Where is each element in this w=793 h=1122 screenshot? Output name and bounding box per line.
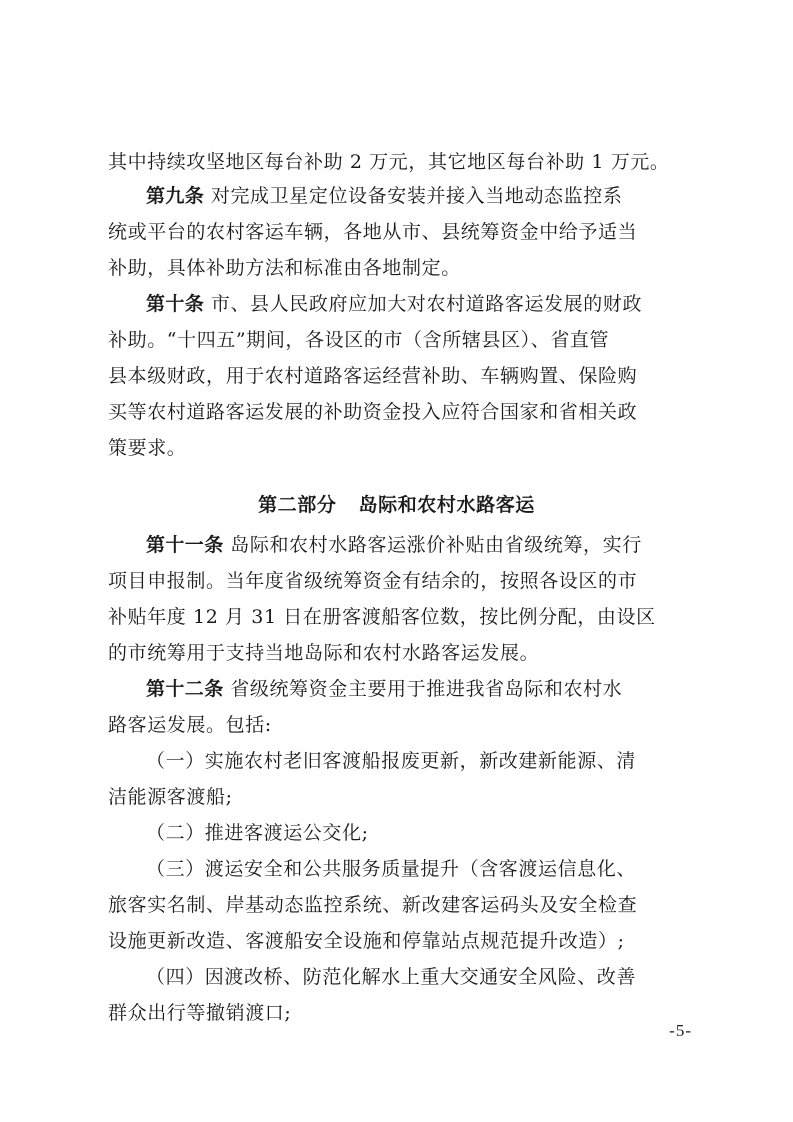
article-11-label: 第十一条 [146, 534, 224, 556]
line-text: 统或平台的农村客运车辆，各地从市、县统筹资金中给予适当 [108, 221, 638, 243]
paragraph-line [108, 1000, 694, 1026]
line-text: 岛际和农村水路客运涨价补贴由省级统筹，实行 [223, 534, 642, 556]
line-text: 补助，具体补助方法和标准由各地制定。 [108, 257, 461, 279]
list-item-2-line [146, 820, 694, 846]
article-12-label: 第十二条 [146, 678, 224, 700]
line-text: 补助。“十四五”期间，各设区的市（含所辖县区）、省直管 [108, 329, 610, 351]
article-9-label: 第九条 [146, 185, 205, 207]
line-text: 县本级财政，用于农村道路客运经营补助、车辆购置、保险购 [108, 365, 638, 387]
list-item-3-line [146, 856, 694, 882]
line-text: 补贴年度 12 月 31 日在册客渡船客位数，按比例分配，由设区 [108, 606, 656, 628]
article-9-line [146, 183, 694, 209]
list-item-4-line [146, 964, 694, 990]
paragraph-line [108, 640, 694, 666]
line-text: （一）实施农村老旧客渡船报废更新，新改建新能源、清 [146, 750, 637, 772]
line-text: 设施更新改造、客渡船安全设施和停靠站点规范提升改造）; [108, 930, 625, 952]
line-text: 项目申报制。当年度省级统筹资金有结余的，按照各设区的市 [108, 570, 638, 592]
line-text: （三）渡运安全和公共服务质量提升（含客渡运信息化、 [146, 858, 637, 880]
line-text: （四）因渡改桥、防范化解水上重大交通安全风险、改善 [146, 966, 637, 988]
paragraph-line [108, 363, 694, 389]
paragraph-line [108, 255, 694, 281]
line-text: 洁能源客渡船; [108, 786, 233, 808]
line-text: 旅客实名制、岸基动态监控系统、新改建客运码头及安全检查 [108, 894, 638, 916]
line-text: 对完成卫星定位设备安装并接入当地动态监控系 [204, 185, 623, 207]
line-text: （二）推进客渡运公交化; [146, 822, 369, 844]
paragraph-line [108, 604, 694, 630]
line-text: 路客运发展。包括: [108, 714, 272, 736]
line-text: 群众出行等撤销渡口; [108, 1002, 292, 1024]
article-12-line [146, 676, 694, 702]
paragraph-line [108, 568, 694, 594]
paragraph-line [108, 712, 694, 738]
line-text: 的市统筹用于支持当地岛际和农村水路客运发展。 [108, 642, 540, 664]
line-text: 市、县人民政府应加大对农村道路客运发展的财政 [204, 293, 643, 315]
paragraph-line [108, 219, 694, 245]
article-11-line [146, 532, 694, 558]
section-part-label: 第二部分 [258, 494, 337, 516]
line-text: 买等农村道路客运发展的补助资金投入应符合国家和省相关政 [108, 401, 638, 423]
section-heading [0, 492, 793, 518]
list-item-1-line [146, 748, 694, 774]
paragraph-line [108, 784, 694, 810]
paragraph-line [108, 892, 694, 918]
article-10-line [146, 291, 694, 317]
paragraph-line [108, 399, 694, 425]
paragraph-line [108, 435, 694, 461]
line-text: 策要求。 [108, 437, 187, 459]
line-text: 其中持续攻坚地区每台补助 2 万元，其它地区每台补助 1 万元。 [108, 151, 670, 173]
article-10-label: 第十条 [146, 293, 205, 315]
line-text: 省级统筹资金主要用于推进我省岛际和农村水 [223, 678, 623, 700]
paragraph-line [108, 928, 694, 954]
section-title: 岛际和农村水路客运 [358, 494, 535, 516]
paragraph-line [108, 149, 694, 175]
paragraph-line [108, 327, 694, 353]
page-number: -5- [669, 1021, 692, 1040]
